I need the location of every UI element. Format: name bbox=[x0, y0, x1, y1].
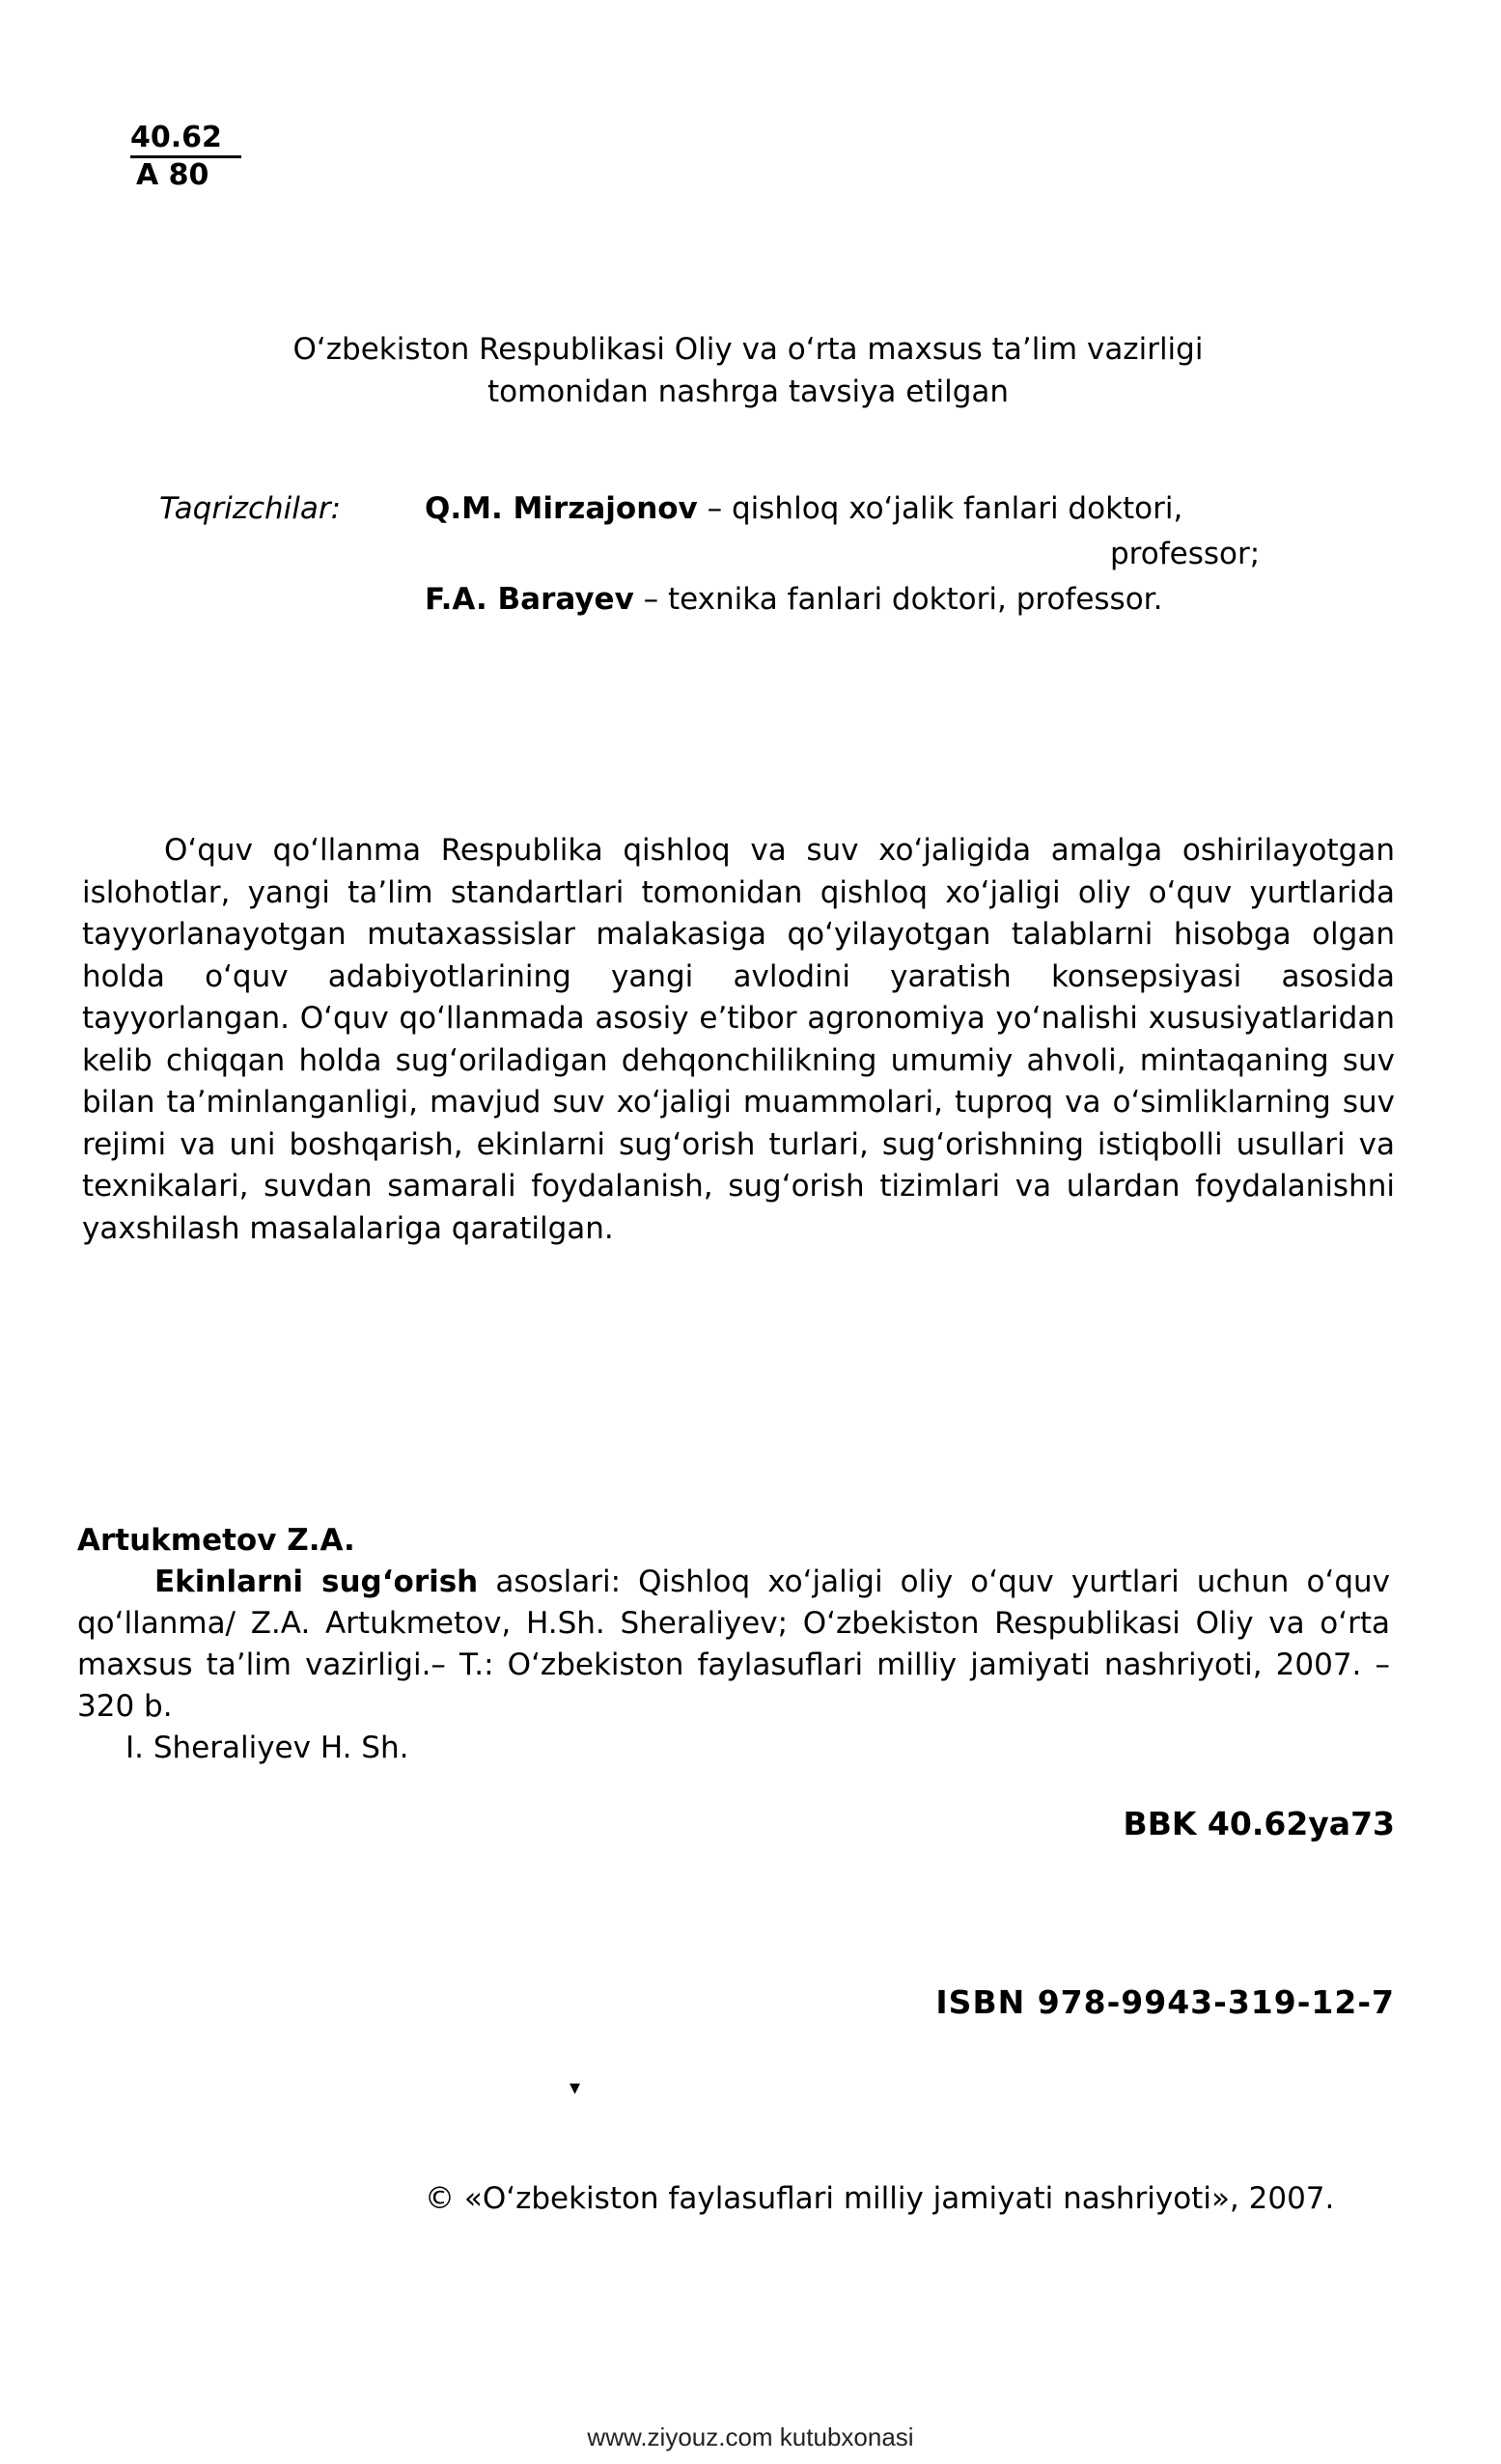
reviewer-1-desc-cont: professor; bbox=[1110, 537, 1261, 571]
biblio-title: Ekinlarni sug‘orish bbox=[154, 1564, 479, 1599]
reviewer-2-name: F.A. Barayev bbox=[425, 582, 634, 617]
udk-top: 40.62 bbox=[130, 121, 241, 158]
biblio-author: Artukmetov Z.A. bbox=[77, 1523, 355, 1558]
reviewers-label: Taqrizchilar: bbox=[159, 491, 342, 526]
recommendation-line-1: O‘zbekiston Respublikasi Oliy va o‘rta maxsus ta’lim vazirligi bbox=[292, 332, 1204, 367]
isbn: ISBN 978-9943-319-12-7 bbox=[935, 1983, 1395, 2021]
udk-code bbox=[130, 121, 241, 193]
annotation-text: O‘quv qo‘llanma Respublika qishloq va suv xo‘jaligida amalga oshirilayotgan islohotlar, yangi ta’lim standartlari tomonidan qishloq xo‘jaligi oliy o‘quv yurtlarida tayyorlanayotgan mutaxassislar malakasiga qo‘yilayotgan talablarni hisobga olgan holda o‘quv adabiyotlarining yangi avlodini yaratish konsepsiyasi asosida tayyorlangan. O‘quv qo‘llanmada asosiy e’tibor agronomiya yo‘nalishi xususiyatlaridan kelib chiqqan holda sug‘oriladigan dehqonchilikning umumiy ahvoli, mintaqaning suv bilan ta’minlanganligi, mavjud suv xo‘jaligi muammolari, tuproq va o‘simliklarning suv rejimi va uni boshqarish, ekinlarni sug‘orish turlari, sug‘orishning istiqbolli usullari va texnikalari, suvdan samarali foydalanish, sug‘orish tizimlari va ulardan foydalanishni yaxshilash masalalariga qaratilgan. bbox=[82, 833, 1395, 1246]
annotation bbox=[82, 830, 1395, 1250]
footer-watermark: www.ziyouz.com kutubxonasi bbox=[587, 2422, 914, 2451]
biblio-keyword: I. Sheraliyev H. Sh. bbox=[125, 1730, 409, 1765]
reviewer-2-desc: – texnika fanlari doktori, professor. bbox=[643, 582, 1163, 617]
reviewer-1-desc: – qishloq xo‘jalik fanlari doktori, bbox=[707, 491, 1183, 526]
udk-bottom: A 80 bbox=[136, 158, 209, 192]
copyright: © «O‘zbekiston faylasuflari milliy jamiyati nashriyoti», 2007. bbox=[425, 2181, 1335, 2216]
reviewer-2 bbox=[425, 578, 1162, 621]
reviewer-1 bbox=[425, 487, 1182, 530]
recommendation-line-2: tomonidan nashrga tavsiya etilgan bbox=[486, 374, 1010, 409]
bibliographic-record bbox=[77, 1520, 1390, 1769]
biblio-entry bbox=[77, 1562, 1390, 1728]
bbk-code: BBK 40.62ya73 bbox=[1123, 1805, 1395, 1842]
reviewer-1-name: Q.M. Mirzajonov bbox=[425, 491, 698, 526]
bullet-mark: ▾ bbox=[570, 2075, 581, 2099]
publication-recommendation bbox=[203, 328, 1293, 413]
biblio-rest: asoslari: Qishloq xo‘jaligi oliy o‘quv yurtlari uchun o‘quv qo‘llanma/ Z.A. Artukmetov, H.Sh. Sheraliyev; O‘zbekiston Respublikasi Oliy va o‘rta maxsus ta’lim vazirligi.– T.: O‘zbekiston faylasuflari milliy jamiyati nashriyoti, 2007. –320 b. bbox=[77, 1564, 1390, 1724]
